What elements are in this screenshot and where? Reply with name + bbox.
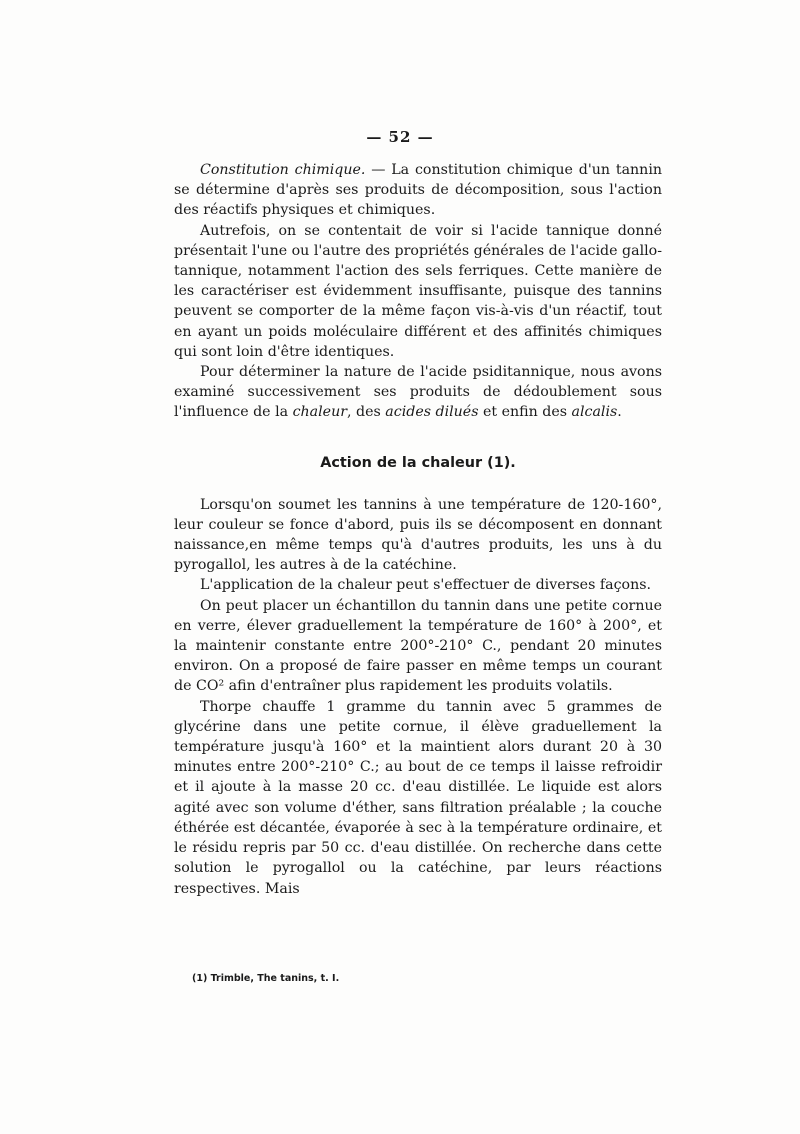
paragraph-text: , des: [347, 404, 386, 421]
footnote: (1) Trimble, The tanins, t. I.: [192, 973, 340, 984]
paragraph-text: et enfin des: [478, 404, 572, 421]
paragraph-text: — La constitution chimique d'un tannin se détermine d'après ses produits de décomposition, sous l'action des réactifs physiques et chimiques.: [174, 162, 662, 219]
paragraph-text: Pour déterminer la nature de l'acide psiditannique, nous avons examiné successivement ses produits de dédoublement sous l'influence de la: [174, 364, 662, 421]
paragraph-thorpe: Thorpe chauffe 1 gramme du tannin avec 5 grammes de glycérine dans une petite cornue, il élève graduellement la température jusqu'à 160° et la maintient alors durant 20 à 30 minutes entre 200°-210° C.; au bout de ce temps il laisse refroidir et il ajoute à la masse 20 cc. d'eau distillée. Le liquide est alors agité avec son volume d'éther, sans filtration préalable ; la couche éthérée est décantée, évaporée à sec à la température ordinaire, et le résidu repris par 50 cc. d'eau distillée. On recherche dans cette solution le pyrogallol ou la catéchine, par leurs réactions respectives. Mais: [174, 698, 662, 897]
section-heading: Action de la chaleur (1).: [320, 454, 516, 471]
paragraph-on-peut: On peut placer un échantillon du tannin dans une petite cornue en verre, élever graduellement la température de 160° à 200°, et la maintenir constante entre 200°-210° C., pendant 20 minutes environ. On a proposé de faire passer en même temps un courant de CO² afin d'entraîner plus rapidement les produits volatils.: [174, 597, 662, 695]
paragraph-text: .: [617, 404, 622, 421]
paragraph-lorsquon: Lorsqu'on soumet les tannins à une température de 120-160°, leur couleur se fonce d'abord, puis ils se décomposent en donnant naissance,en même temps qu'à d'autres produits, les uns à du pyrogallol, les autres à de la catéchine.: [174, 496, 662, 574]
emphasis-acides-dilues: acides dilués: [385, 404, 479, 421]
paragraph-application: L'application de la chaleur peut s'effectuer de diverses façons.: [200, 577, 651, 594]
emphasis-chaleur: chaleur: [292, 404, 347, 421]
emphasis-alcalis: alcalis: [571, 404, 618, 421]
paragraph-constitution: [174, 160, 662, 221]
page-number: — 52 —: [366, 128, 434, 146]
paragraph-pour-determiner: [174, 362, 662, 423]
page-body: [174, 160, 662, 899]
paragraph-lead: Constitution chimique.: [200, 162, 366, 178]
paragraph-autrefois: Autrefois, on se contentait de voir si l'acide tannique donné présentait l'une ou l'autre des propriétés générales de l'acide gallo-tannique, notamment l'action des sels ferriques. Cette manière de les caractériser est évidemment insuffisante, puisque des tannins peuvent se comporter de la même façon vis-à-vis d'un réactif, tout en ayant un poids moléculaire différent et des affinités chimiques qui sont loin d'être identiques.: [174, 222, 662, 360]
